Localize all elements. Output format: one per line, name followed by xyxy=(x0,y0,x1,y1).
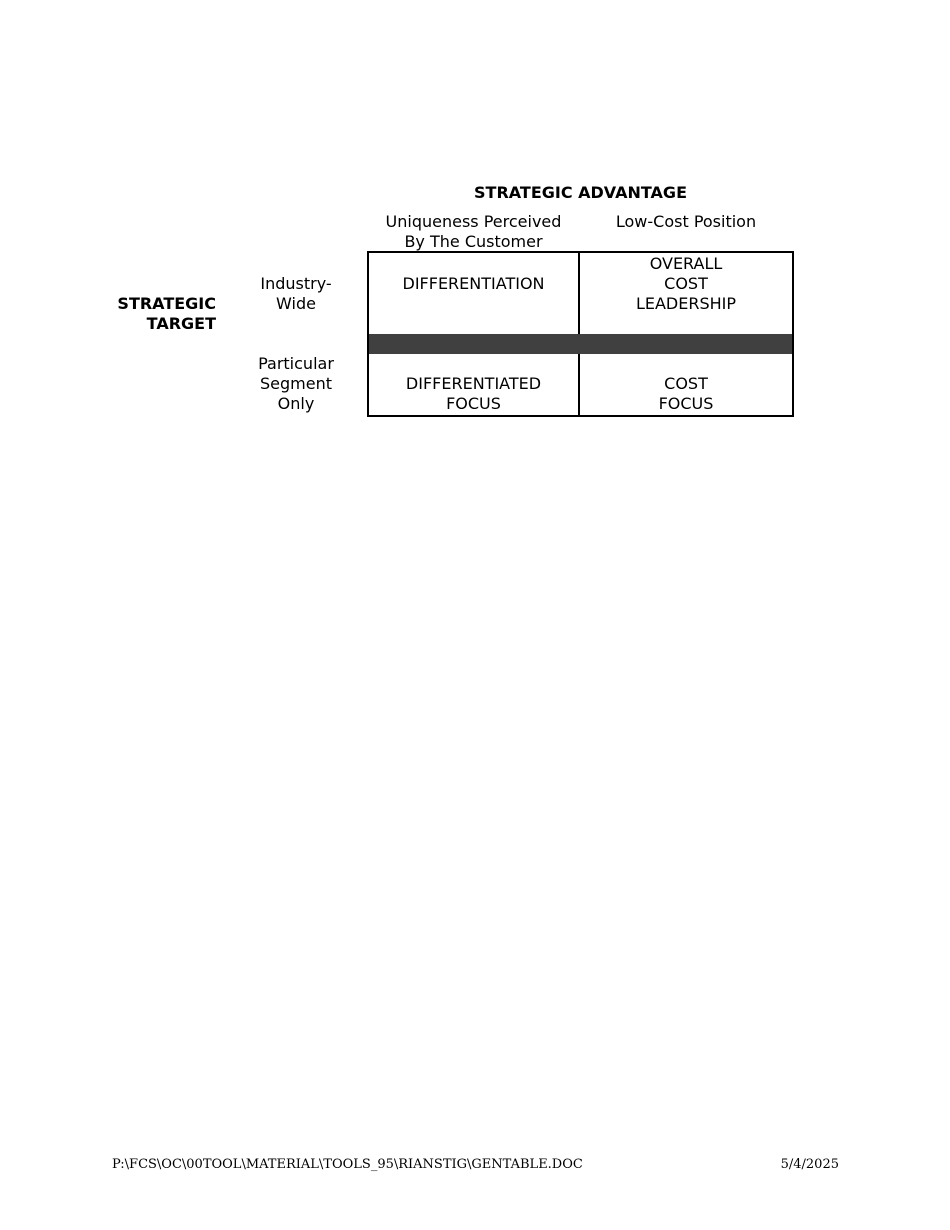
column-header-uniqueness: Uniqueness Perceived By The Customer xyxy=(385,212,562,251)
cell-overall-cost-leadership: OVERALL COST LEADERSHIP xyxy=(635,254,737,313)
row-label-industry-wide: Industry- Wide xyxy=(260,274,332,313)
footer-file-path: P:\FCS\OC\00TOOL\MATERIAL\TOOLS_95\RIANSTIG\GENTABLE.DOC xyxy=(112,1157,583,1172)
cell-differentiated-focus: DIFFERENTIATED FOCUS xyxy=(405,374,542,413)
cell-cost-focus: COST FOCUS xyxy=(658,374,714,413)
column-header-low-cost: Low-Cost Position xyxy=(615,212,757,231)
strategic-advantage-heading: STRATEGIC ADVANTAGE xyxy=(474,183,687,202)
cell-differentiation: DIFFERENTIATION xyxy=(402,274,545,293)
strategic-target-label: STRATEGIC TARGET xyxy=(117,294,216,333)
matrix-row-separator-band xyxy=(369,334,792,354)
footer-date: 5/4/2025 xyxy=(780,1157,839,1172)
row-label-particular-segment: Particular Segment Only xyxy=(258,354,334,413)
